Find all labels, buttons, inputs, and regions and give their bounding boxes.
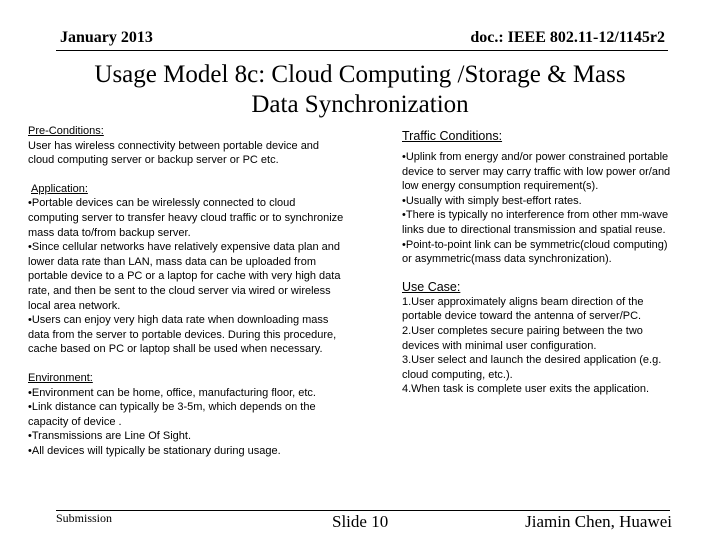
traffic-line: links due to directional transmission and spatial reuse. bbox=[402, 223, 666, 236]
slide-title-line-2: Data Synchronization bbox=[251, 91, 469, 118]
preconditions-line: cloud computing server or backup server or PC etc. bbox=[28, 154, 279, 167]
application-line: •Portable devices can be wirelessly connected to cloud bbox=[28, 197, 296, 210]
environment-line: •Link distance can typically be 3-5m, which depends on the bbox=[28, 401, 316, 414]
environment-line: capacity of device . bbox=[28, 415, 122, 428]
application-line: rate, and then be sent to the cloud server via wired or wireless bbox=[28, 284, 331, 297]
application-line: portable device to a PC or a laptop for cache with very high data bbox=[28, 270, 341, 283]
traffic-line: or asymmetric(mass data synchronization). bbox=[402, 253, 612, 266]
usecase-line: 3.User select and launch the desired application (e.g. bbox=[402, 354, 662, 367]
usecase-line: devices with minimal user configuration. bbox=[402, 339, 597, 352]
preconditions-body bbox=[28, 139, 378, 168]
traffic-heading: Traffic Conditions: bbox=[402, 129, 503, 143]
application-body bbox=[28, 196, 378, 357]
application-line: computing server to transfer heavy cloud traffic or to synchronize bbox=[28, 211, 344, 224]
environment-line: •Environment can be home, office, manufacturing floor, etc. bbox=[28, 386, 316, 399]
preconditions-heading: Pre-Conditions: bbox=[28, 125, 104, 137]
traffic-line: •Uplink from energy and/or power constrained portable bbox=[402, 151, 669, 163]
slide-title-line-1: Usage Model 8c: Cloud Computing /Storage & Mass bbox=[94, 61, 626, 88]
header-date: January 2013 bbox=[60, 29, 153, 46]
traffic-line: •Usually with simply best-effort rates. bbox=[402, 194, 582, 207]
traffic-line: •There is typically no interference from other mm-wave bbox=[402, 209, 669, 222]
footer-slide-number: Slide 10 bbox=[332, 512, 389, 531]
application-line: local area network. bbox=[28, 299, 121, 312]
application-line: data from the server to portable devices. During this procedure, bbox=[28, 328, 337, 341]
application-line: •Since cellular networks have relatively expensive data plan and bbox=[28, 241, 341, 254]
application-heading: Application: bbox=[31, 182, 88, 195]
application-line: cache based on PC or laptop shall be used when necessary. bbox=[28, 343, 323, 356]
environment-body bbox=[28, 386, 378, 459]
preconditions-line: User has wireless connectivity between portable device and bbox=[28, 139, 320, 152]
application-line: •Users can enjoy very high data rate when downloading mass bbox=[28, 314, 329, 327]
usecase-line: 1.User approximately aligns beam direction of the bbox=[402, 295, 644, 308]
traffic-body bbox=[402, 150, 702, 267]
footer-author: Jiamin Chen, Huawei bbox=[525, 512, 672, 531]
left-column bbox=[28, 124, 378, 458]
usecase-line: cloud computing, etc.). bbox=[402, 368, 513, 381]
header-doc-id: doc.: IEEE 802.11-12/1145r2 bbox=[470, 29, 665, 46]
traffic-line: low energy consumption requirement(s). bbox=[402, 180, 599, 193]
environment-line: •All devices will typically be stationary during usage. bbox=[28, 444, 281, 457]
footer-submission: Submission bbox=[56, 511, 113, 525]
environment-line: •Transmissions are Line Of Sight. bbox=[28, 430, 192, 443]
application-line: mass data to/from backup server. bbox=[28, 226, 191, 239]
environment-heading: Environment: bbox=[28, 371, 93, 384]
usecase-body bbox=[402, 295, 702, 397]
application-line: lower data rate than LAN, mass data can be uploaded from bbox=[28, 255, 317, 268]
footer-rule bbox=[56, 510, 670, 511]
slide-title bbox=[40, 60, 680, 120]
right-column bbox=[402, 128, 702, 397]
usecase-line: 4.When task is complete user exits the application. bbox=[402, 383, 650, 396]
header-rule bbox=[56, 50, 668, 51]
usecase-heading: Use Case: bbox=[402, 279, 461, 294]
traffic-line: device to server may carry traffic with low power or/and bbox=[402, 165, 671, 178]
traffic-line: •Point-to-point link can be symmetric(cloud computing) bbox=[402, 238, 668, 251]
usecase-line: 2.User completes secure pairing between the two bbox=[402, 324, 643, 337]
usecase-line: portable device toward the antenna of server/PC. bbox=[402, 310, 642, 323]
